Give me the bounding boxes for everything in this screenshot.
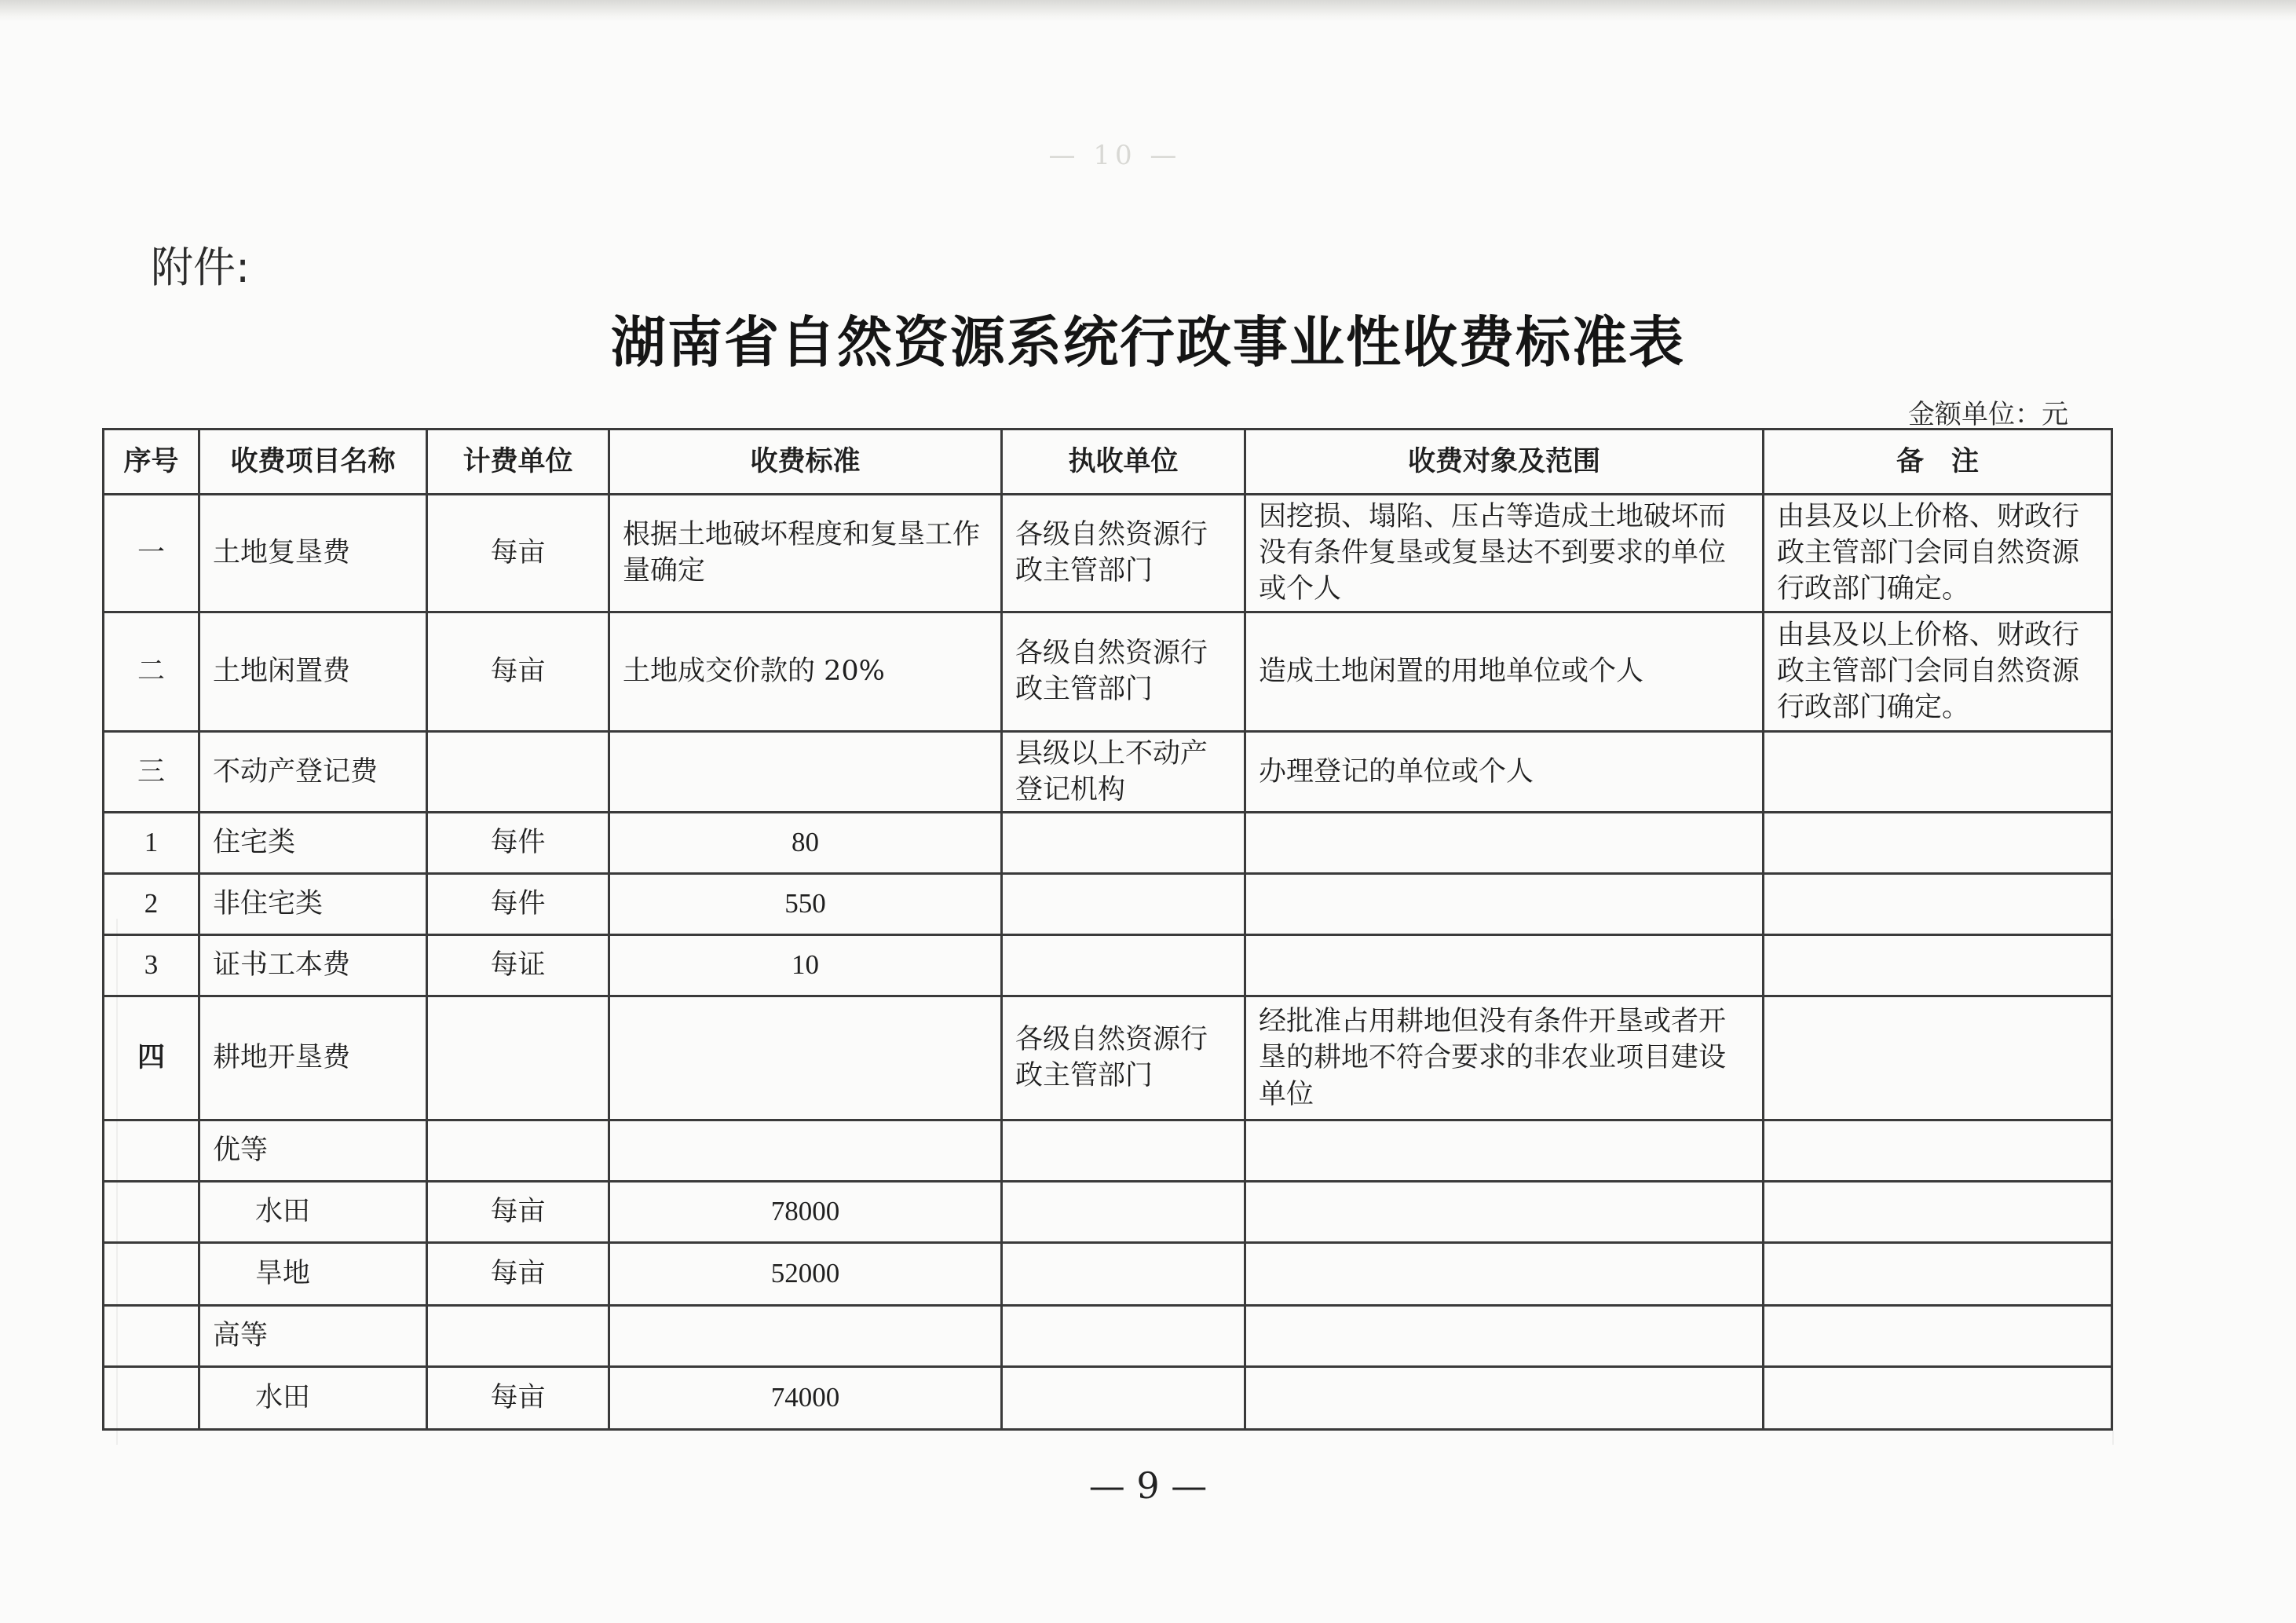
cell-billing-unit: 每亩 <box>427 1366 609 1429</box>
header-fee-standard: 收费标准 <box>609 430 1002 495</box>
cell-item-name: 土地复垦费 <box>199 495 427 612</box>
cell-fee-standard: 52000 <box>609 1242 1002 1305</box>
header-item-name: 收费项目名称 <box>199 430 427 495</box>
table-row <box>104 1366 2112 1429</box>
cell-fee-standard <box>609 1305 1002 1366</box>
cell-scope <box>1245 873 1764 934</box>
page-number: — 9 — <box>1088 1464 1208 1507</box>
cell-scope: 办理登记的单位或个人 <box>1245 731 1764 812</box>
cell-billing-unit <box>427 996 609 1120</box>
cell-collecting-unit: 各级自然资源行政主管部门 <box>1002 996 1245 1120</box>
cell-fee-standard: 80 <box>609 812 1002 873</box>
cell-scope <box>1245 1305 1764 1366</box>
table-row <box>104 1242 2112 1305</box>
header-remarks: 备 注 <box>1764 430 2112 495</box>
cell-seq: 二 <box>104 612 199 731</box>
table-row <box>104 1120 2112 1181</box>
table-row <box>104 996 2112 1120</box>
cell-collecting-unit <box>1002 812 1245 873</box>
cell-billing-unit <box>427 1120 609 1181</box>
cell-remarks <box>1764 1242 2112 1305</box>
table-row <box>104 1305 2112 1366</box>
cell-item-name: 非住宅类 <box>199 873 427 934</box>
cell-item-name: 不动产登记费 <box>199 731 427 812</box>
cell-remarks: 由县及以上价格、财政行政主管部门会同自然资源行政部门确定。 <box>1764 612 2112 731</box>
document-title: 湖南省自然资源系统行政事业性收费标准表 <box>611 309 1685 375</box>
cell-item-name: 耕地开垦费 <box>199 996 427 1120</box>
cell-collecting-unit: 县级以上不动产登记机构 <box>1002 731 1245 812</box>
cell-seq: 1 <box>104 812 199 873</box>
cell-remarks <box>1764 873 2112 934</box>
cell-seq <box>104 1242 199 1305</box>
table-row <box>104 934 2112 996</box>
cell-seq: 三 <box>104 731 199 812</box>
cell-seq: 四 <box>104 996 199 1120</box>
cell-collecting-unit <box>1002 1242 1245 1305</box>
cell-fee-standard: 550 <box>609 873 1002 934</box>
cell-fee-standard <box>609 1120 1002 1181</box>
cell-collecting-unit <box>1002 1305 1245 1366</box>
currency-unit-note: 金额单位：元 <box>1908 399 2068 430</box>
cell-scope <box>1245 1242 1764 1305</box>
cell-scope <box>1245 934 1764 996</box>
table-row <box>104 873 2112 934</box>
header-billing-unit: 计费单位 <box>427 430 609 495</box>
cell-fee-standard: 78000 <box>609 1181 1002 1242</box>
cell-collecting-unit <box>1002 1366 1245 1429</box>
cell-collecting-unit: 各级自然资源行政主管部门 <box>1002 495 1245 612</box>
cell-seq <box>104 1305 199 1366</box>
cell-remarks: 由县及以上价格、财政行政主管部门会同自然资源行政部门确定。 <box>1764 495 2112 612</box>
table-row <box>104 731 2112 812</box>
cell-billing-unit <box>427 731 609 812</box>
cell-fee-standard: 土地成交价款的 20% <box>609 612 1002 731</box>
cell-billing-unit: 每件 <box>427 812 609 873</box>
cell-seq <box>104 1181 199 1242</box>
cell-fee-standard: 10 <box>609 934 1002 996</box>
cell-remarks <box>1764 1181 2112 1242</box>
cell-collecting-unit <box>1002 1181 1245 1242</box>
header-scope: 收费对象及范围 <box>1245 430 1764 495</box>
table-header-row <box>104 430 2112 495</box>
cell-remarks <box>1764 1366 2112 1429</box>
cell-billing-unit: 每件 <box>427 873 609 934</box>
cell-item-name: 住宅类 <box>199 812 427 873</box>
cell-item-name: 水田 <box>199 1366 427 1429</box>
cell-item-name: 高等 <box>199 1305 427 1366</box>
cell-fee-standard <box>609 996 1002 1120</box>
cell-item-name: 旱地 <box>199 1242 427 1305</box>
cell-billing-unit: 每亩 <box>427 612 609 731</box>
table-row <box>104 1181 2112 1242</box>
cell-fee-standard: 74000 <box>609 1366 1002 1429</box>
cell-remarks <box>1764 934 2112 996</box>
cell-billing-unit: 每亩 <box>427 1181 609 1242</box>
cell-remarks <box>1764 1305 2112 1366</box>
cell-billing-unit <box>427 1305 609 1366</box>
cell-collecting-unit <box>1002 934 1245 996</box>
cell-scope: 因挖损、塌陷、压占等造成土地破坏而没有条件复垦或复垦达不到要求的单位或个人 <box>1245 495 1764 612</box>
cell-item-name: 水田 <box>199 1181 427 1242</box>
cell-item-name: 优等 <box>199 1120 427 1181</box>
cell-scope <box>1245 1120 1764 1181</box>
cell-seq: 一 <box>104 495 199 612</box>
attachment-label: 附件: <box>151 243 250 292</box>
cell-remarks <box>1764 812 2112 873</box>
cell-seq: 2 <box>104 873 199 934</box>
cell-seq <box>104 1120 199 1181</box>
cell-seq: 3 <box>104 934 199 996</box>
table-row <box>104 812 2112 873</box>
cell-remarks <box>1764 996 2112 1120</box>
table-row <box>104 495 2112 612</box>
cell-remarks <box>1764 731 2112 812</box>
bleed-through-page-number: — 10 — <box>1048 140 1182 171</box>
cell-billing-unit: 每亩 <box>427 1242 609 1305</box>
cell-collecting-unit <box>1002 873 1245 934</box>
cell-billing-unit: 每亩 <box>427 495 609 612</box>
cell-scope <box>1245 1181 1764 1242</box>
cell-collecting-unit <box>1002 1120 1245 1181</box>
cell-scope: 造成土地闲置的用地单位或个人 <box>1245 612 1764 731</box>
cell-scope <box>1245 1366 1764 1429</box>
table-row <box>104 612 2112 731</box>
cell-billing-unit: 每证 <box>427 934 609 996</box>
header-seq: 序号 <box>104 430 199 495</box>
cell-scope: 经批准占用耕地但没有条件开垦或者开垦的耕地不符合要求的非农业项目建设单位 <box>1245 996 1764 1120</box>
cell-fee-standard <box>609 731 1002 812</box>
cell-item-name: 土地闲置费 <box>199 612 427 731</box>
cell-item-name: 证书工本费 <box>199 934 427 996</box>
cell-seq <box>104 1366 199 1429</box>
cell-scope <box>1245 812 1764 873</box>
cell-fee-standard: 根据土地破坏程度和复垦工作量确定 <box>609 495 1002 612</box>
fee-standard-table <box>102 428 2113 1431</box>
cell-remarks <box>1764 1120 2112 1181</box>
cell-collecting-unit: 各级自然资源行政主管部门 <box>1002 612 1245 731</box>
scan-top-edge <box>0 0 2296 22</box>
header-collecting-unit: 执收单位 <box>1002 430 1245 495</box>
